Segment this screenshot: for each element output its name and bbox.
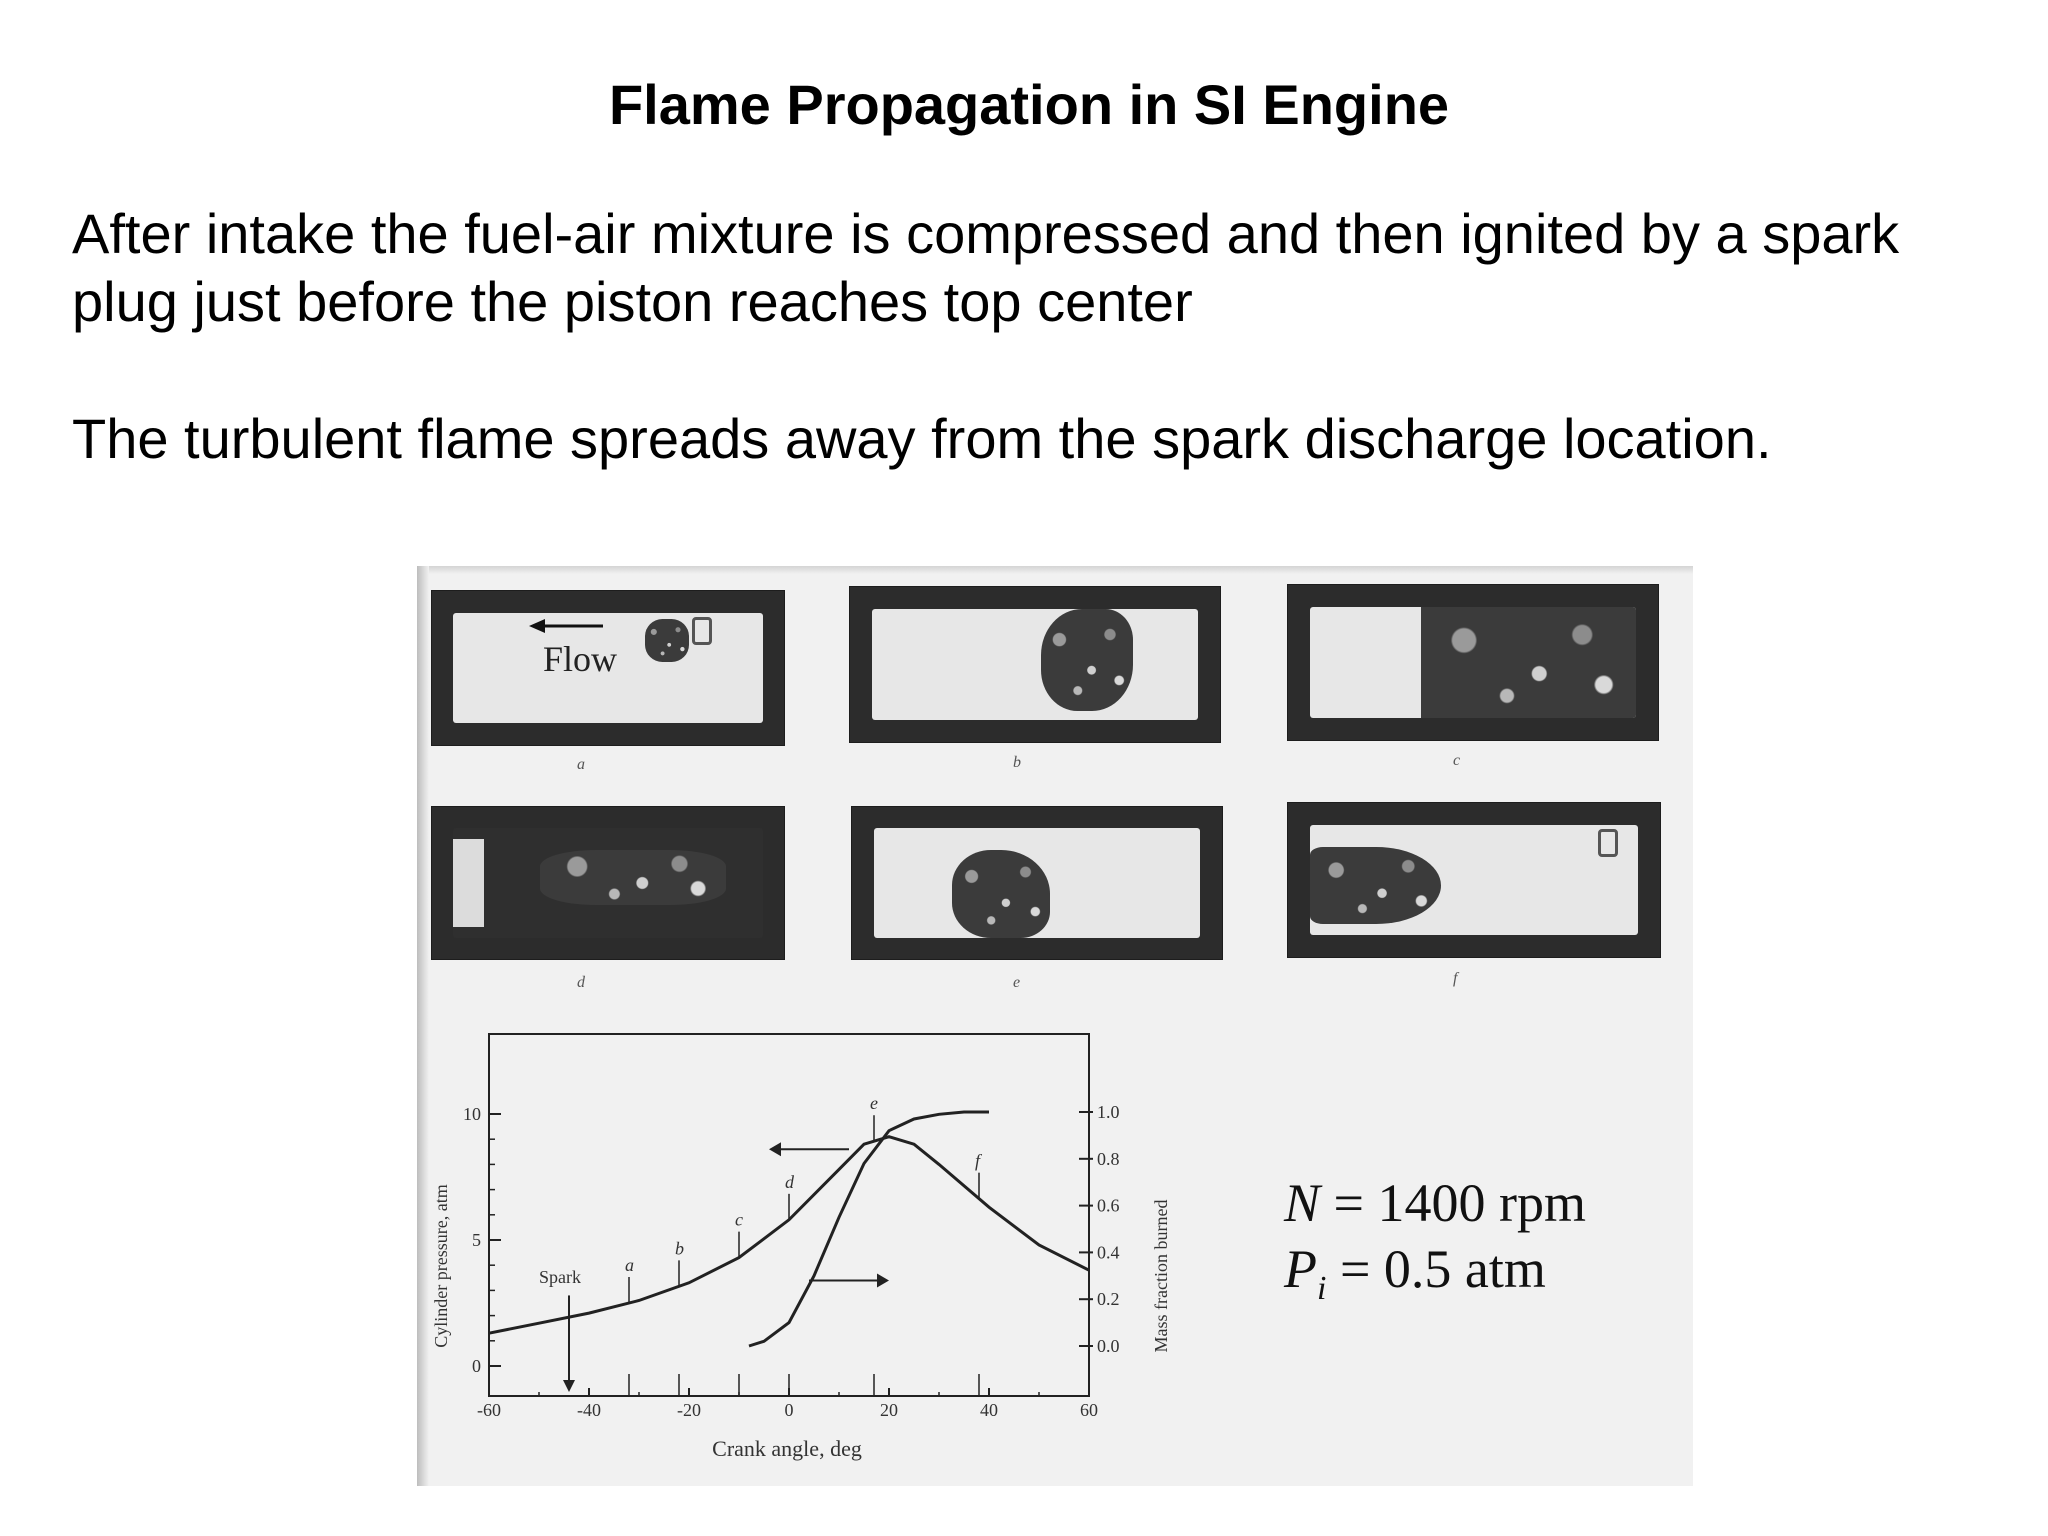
photo-f [1287, 802, 1661, 958]
chamber-e [874, 828, 1200, 937]
photo-d [431, 806, 785, 960]
chamber-d [453, 828, 763, 937]
mass-axis-arrowhead [877, 1273, 889, 1287]
y2-axis-label: Mass fraction burned [1151, 1199, 1171, 1353]
photo-label-a: a [577, 756, 585, 773]
chamber-c [1310, 607, 1636, 719]
photo-label-f: f [1453, 970, 1458, 987]
photo-marker-label: e [870, 1093, 878, 1114]
pressure-crank-chart [417, 1016, 1317, 1486]
y-tick-label: 5 [472, 1230, 481, 1250]
x-tick-label: 40 [980, 1400, 998, 1420]
pressure-subscript: i [1317, 1269, 1327, 1307]
speed-line [1284, 1170, 1586, 1236]
y-axis-label: Cylinder pressure, atm [431, 1184, 451, 1348]
x-tick-label: -60 [477, 1400, 501, 1420]
spark-plug-icon [692, 617, 712, 645]
series-mass-fraction [749, 1112, 989, 1346]
y2-tick-label: 1.0 [1097, 1102, 1120, 1122]
pressure-axis-arrowhead [769, 1142, 781, 1156]
photo-label-c: c [1453, 752, 1461, 769]
scan-shadow-top [417, 566, 1693, 574]
y2-tick-label: 0.4 [1097, 1242, 1120, 1263]
photo-b [849, 586, 1221, 743]
paragraph-flame: The turbulent flame spreads away from the spark discharge location. [72, 407, 1772, 470]
photo-c [1287, 584, 1659, 741]
paragraph-intake: After intake the fuel-air mixture is compressed and then ignited by a spark plug just before the piston reaches top center [72, 202, 1900, 333]
y-tick-label: 10 [463, 1104, 481, 1124]
y-tick-label: 0 [472, 1356, 481, 1376]
speed-value: = 1400 rpm [1320, 1173, 1586, 1233]
spark-arrowhead [563, 1380, 575, 1392]
flame-front-e [952, 850, 1050, 938]
flow-arrow-icon [529, 616, 605, 636]
x-tick-label: -40 [577, 1400, 601, 1420]
photo-e [851, 806, 1223, 960]
flame-kernel-a [645, 619, 688, 662]
y2-tick-label: 0.2 [1097, 1289, 1120, 1310]
flow-label: Flow [543, 639, 618, 679]
speed-symbol: N [1284, 1173, 1321, 1233]
unburned-pocket-d [453, 839, 484, 927]
photo-label-d: d [577, 974, 585, 991]
flame-front-d [540, 850, 726, 905]
series-pressure [489, 1137, 1089, 1334]
photo-label-b: b [1013, 754, 1021, 771]
x-tick-label: 20 [880, 1400, 898, 1420]
flame-front-f [1310, 847, 1441, 925]
x-axis-label: Crank angle, deg [712, 1436, 862, 1461]
pressure-symbol: P [1284, 1239, 1317, 1299]
spark-label: Spark [539, 1266, 581, 1287]
photo-marker-label: d [785, 1171, 794, 1192]
chamber-b [872, 609, 1198, 721]
flame-front-c [1421, 607, 1636, 719]
flame-front-b [1041, 609, 1132, 712]
x-tick-label: -20 [677, 1400, 701, 1420]
photo-label-e: e [1013, 974, 1021, 991]
x-tick-label: 0 [784, 1400, 794, 1420]
slide-title: Flame Propagation in SI Engine [608, 73, 1450, 136]
photo-marker-label: f [975, 1150, 981, 1171]
y2-tick-label: 0.8 [1097, 1148, 1120, 1169]
photo-marker-label: a [625, 1255, 634, 1275]
y2-tick-label: 0.0 [1097, 1336, 1120, 1356]
spark-plug-icon [1598, 829, 1618, 857]
x-tick-label: 60 [1080, 1400, 1098, 1420]
pressure-line [1284, 1236, 1586, 1322]
pressure-value: = 0.5 atm [1326, 1239, 1546, 1299]
photo-marker-label: b [675, 1238, 684, 1259]
y2-tick-label: 0.6 [1097, 1195, 1120, 1216]
chamber-f [1310, 825, 1637, 936]
photo-marker-label: c [735, 1209, 743, 1230]
engine-parameters [1284, 1170, 1586, 1322]
flame-figure [417, 566, 1693, 1486]
